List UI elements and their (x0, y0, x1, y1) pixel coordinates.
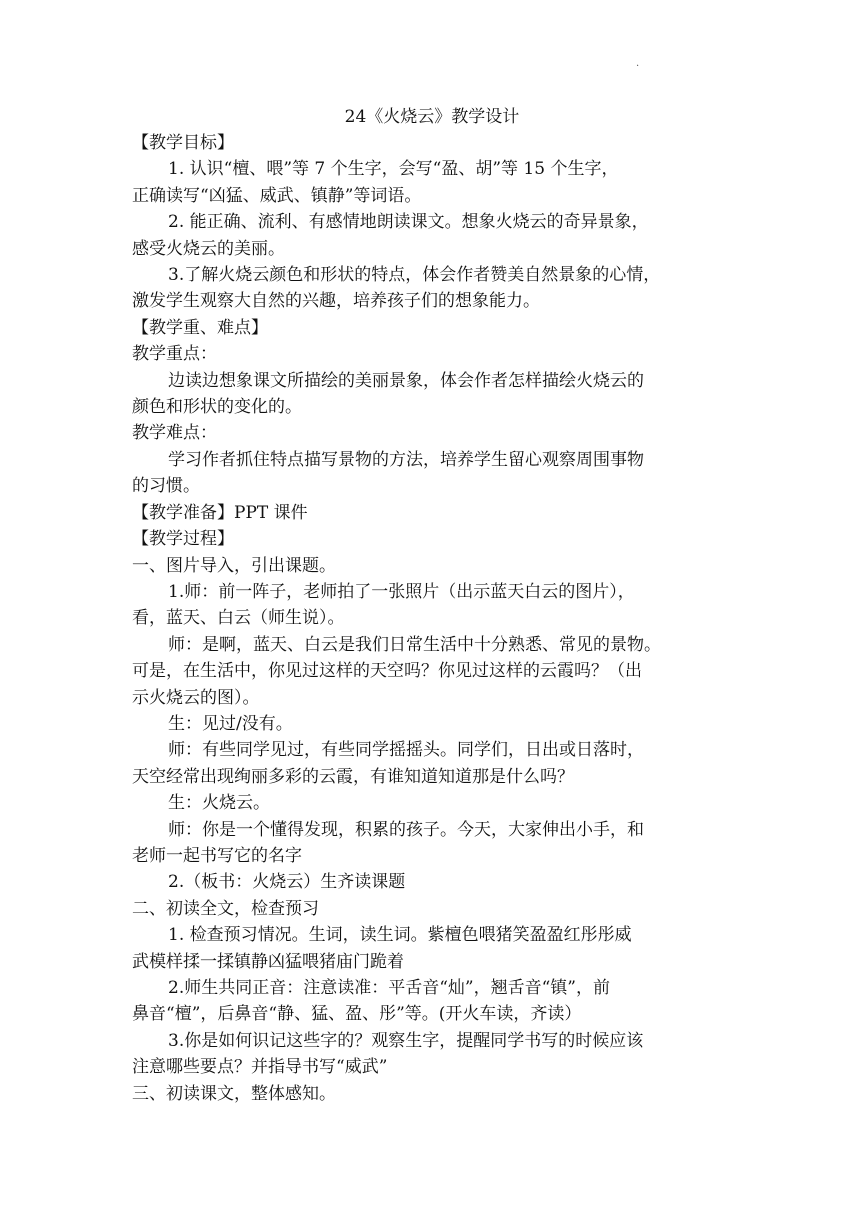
paragraph-line: 教学重点： (132, 344, 217, 365)
paragraph-line: 感受火烧云的美丽。 (132, 238, 285, 259)
paragraph-line: 1.师：前一阵子，老师拍了一张照片（出示蓝天白云的图片）， (168, 581, 635, 602)
paragraph-line: 正确读写“凶猛、威武、镇静”等词语。 (132, 185, 422, 206)
paragraph-line: 二、初读全文，检查预习 (132, 898, 319, 919)
paragraph-line: 颜色和形状的变化的。 (132, 397, 302, 418)
paragraph-line: 注意哪些要点？并指导书写“威武” (132, 1057, 388, 1078)
paragraph-line: 3.了解火烧云颜色和形状的特点，体会作者赞美自然景象的心情， (168, 265, 661, 286)
header-dot: . (636, 58, 640, 69)
paragraph-line: 2.（板书：火烧云）生齐读课题 (168, 872, 406, 893)
paragraph-line: 武模样揉一揉镇静凶猛喂猪庙门跪着 (132, 951, 404, 972)
paragraph-line: 天空经常出现绚丽多彩的云霞，有谁知道知道那是什么吗？ (132, 766, 574, 787)
paragraph-line: 示火烧云的图）。 (132, 687, 260, 708)
paragraph-line: 的习惯。 (132, 476, 200, 497)
paragraph-line: 学习作者抓住特点描写景物的方法，培养学生留心观察周围事物 (168, 449, 644, 470)
paragraph-line: 师：是啊，蓝天、白云是我们日常生活中十分熟悉、常见的景物。 (168, 634, 661, 655)
paragraph-line: 【教学准备】PPT 课件 (132, 502, 308, 523)
paragraph-line: 教学难点： (132, 423, 217, 444)
paragraph-line: 1. 认识“檀、喂”等 7 个生字，会写“盈、胡”等 15 个生字， (168, 159, 619, 180)
paragraph-line: 可是，在生活中，你见过这样的天空吗？你见过这样的云霞吗？（出 (132, 661, 642, 682)
paragraph-line: 鼻音“檀”，后鼻音“静、猛、盈、彤”等。(开火车读，齐读） (132, 1004, 582, 1025)
paragraph-line: 老师一起书写它的名字 (132, 845, 302, 866)
paragraph-line: 师：有些同学见过，有些同学摇摇头。同学们，日出或日落时， (168, 740, 644, 761)
paragraph-line: 一、图片导入，引出课题。 (132, 555, 336, 576)
paragraph-line: 三、初读课文，整体感知。 (132, 1083, 336, 1104)
paragraph-line: 生：火烧云。 (168, 793, 270, 814)
paragraph-line: 【教学目标】 (132, 133, 234, 153)
document-page (132, 104, 732, 1107)
document-body (132, 130, 732, 1107)
paragraph-line: 【教学重、难点】 (132, 317, 268, 338)
paragraph-line: 【教学过程】 (132, 529, 234, 550)
paragraph-line: 2.师生共同正音：注意读准：平舌音“灿”，翘舌音“镇”，前 (168, 978, 610, 998)
paragraph-line: 2. 能正确、流利、有感情地朗读课文。想象火烧云的奇异景象， (168, 212, 649, 233)
paragraph-line: 激发学生观察大自然的兴趣，培养孩子们的想象能力。 (132, 291, 540, 312)
document-title: 24《火烧云》教学设计 (344, 107, 520, 127)
paragraph-line: 生：见过/没有。 (168, 713, 293, 734)
paragraph-line: 看，蓝天、白云（师生说）。 (132, 608, 345, 629)
paragraph-line: 师：你是一个懂得发现，积累的孩子。今天，大家伸出小手，和 (168, 819, 644, 840)
paragraph-line: 3.你是如何识记这些字的？观察生字，提醒同学书写的时候应该 (168, 1030, 644, 1051)
paragraph-line: 1. 检查预习情况。生词，读生词。紫檀色喂猪笑盈盈红彤彤威 (168, 925, 632, 946)
paragraph-line: 边读边想象课文所描绘的美丽景象，体会作者怎样描绘火烧云的 (168, 370, 644, 391)
